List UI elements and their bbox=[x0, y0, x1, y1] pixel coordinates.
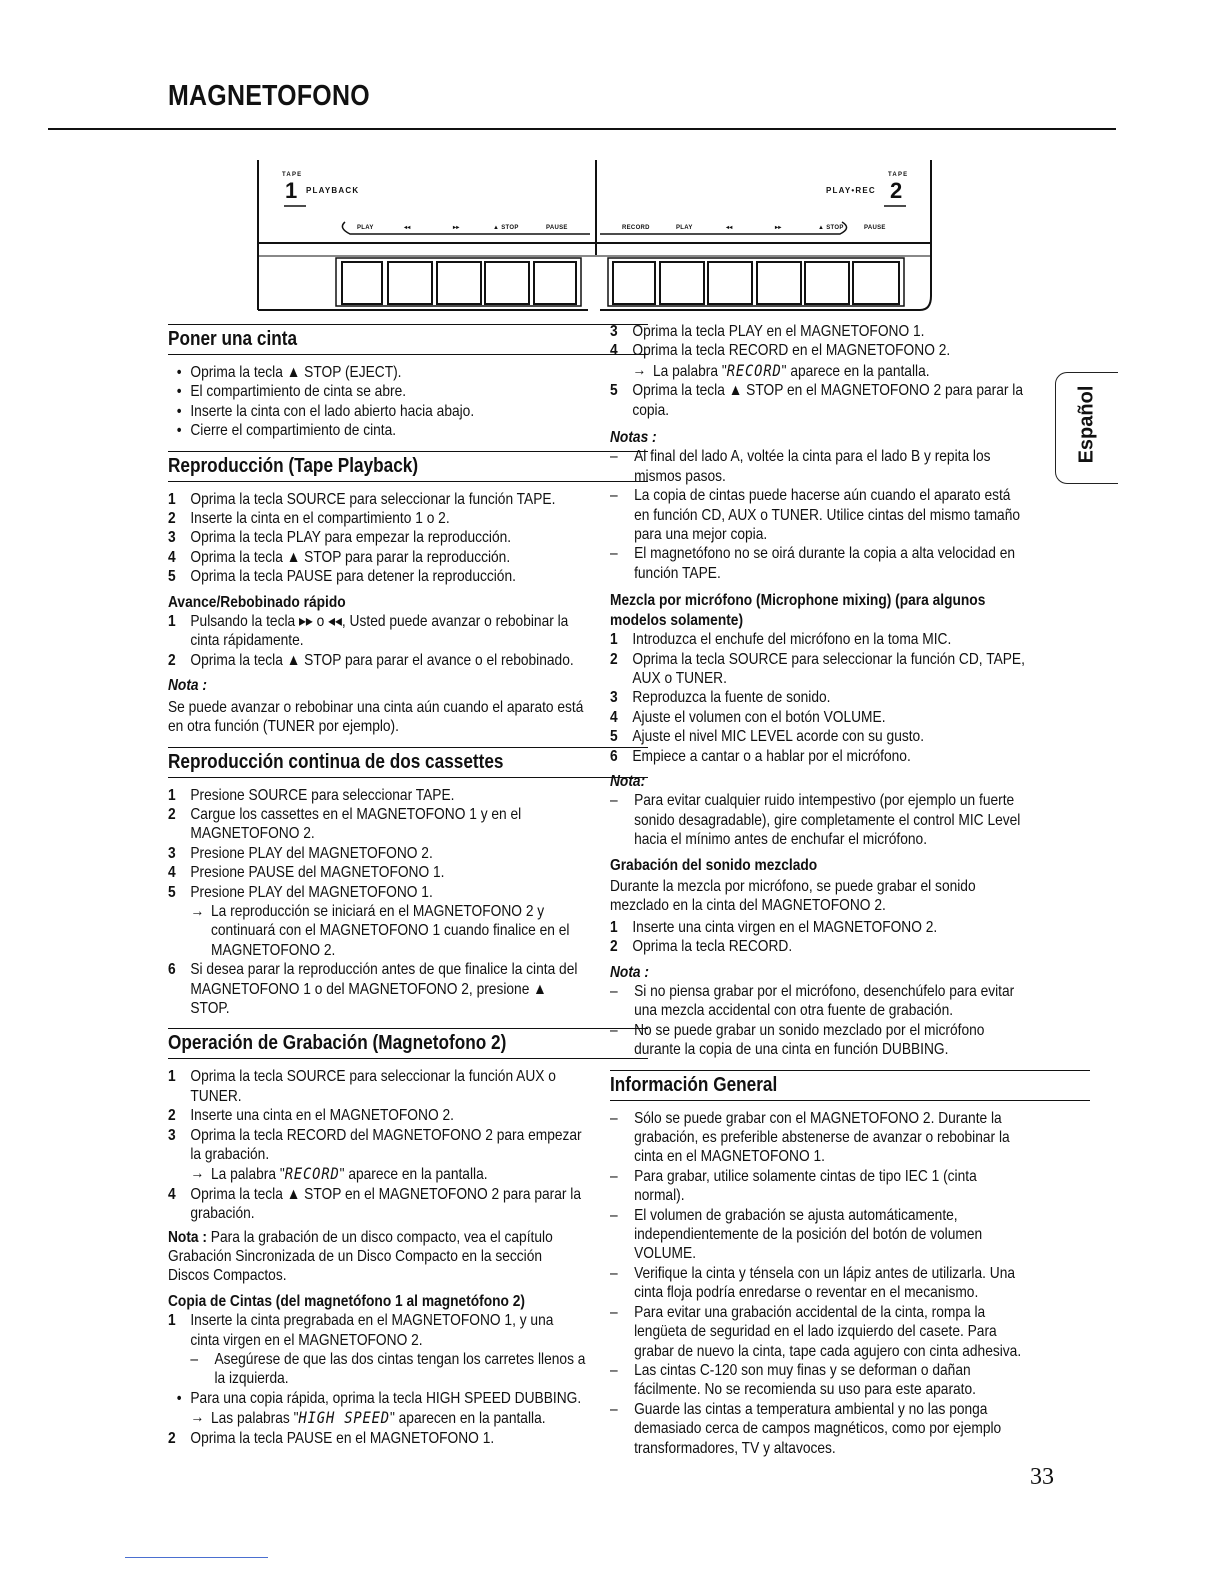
list-item: 2 Oprima la tecla RECORD. bbox=[610, 938, 793, 956]
arrow-note: → La reproducción se iniciará en el MAGNETOFONO 2 y continuará con el MAGNETOFONO 1 cuando finalice en el MAGNETOFONO 2. bbox=[190, 902, 570, 959]
deck1-rewind-button[interactable]: ◂◂ bbox=[404, 225, 411, 231]
section-grabacion-title: Operación de Grabación (Magnetofono 2) bbox=[168, 1028, 648, 1059]
subheading: Copia de Cintas (del magnetófono 1 al magnetófono 2) bbox=[168, 1292, 526, 1310]
paragraph: Durante la mezcla por micrófono, se puede grabar el sonido mezclado en la cinta del MAGNETOFONO 2. bbox=[610, 877, 976, 915]
list-item: 3 Oprima la tecla PLAY para empezar la reproducción. bbox=[168, 529, 512, 547]
list-item: 3 Oprima la tecla RECORD del MAGNETOFONO 2 para empezar la grabación. bbox=[168, 1126, 582, 1163]
list-item: 6 Empiece a cantar o a hablar por el micrófono. bbox=[610, 747, 911, 765]
list-item: – Para evitar cualquier ruido intempestivo (por ejemplo un fuerte sonido desagradable), gire completamente el control MIC Level hacia el mínimo antes de enchufar el micrófono. bbox=[610, 792, 1021, 849]
deck2-rewind-button[interactable]: ◂◂ bbox=[726, 225, 733, 231]
list-item: 1 Oprima la tecla SOURCE para seleccionar la función TAPE. bbox=[168, 490, 556, 508]
list-item: 1 Presione SOURCE para seleccionar TAPE. bbox=[168, 786, 455, 804]
list-item: • Inserte la cinta con el lado abierto hacia abajo. bbox=[176, 402, 475, 420]
list-item: – Para evitar una grabación accidental de la cinta, rompa la lengüeta de seguridad en el lado izquierdo del casete. Para grabar de nuevo la cinta, tape cada agujero con cinta adhesiva. bbox=[610, 1303, 1022, 1360]
list-item: 5 Oprima la tecla ▲ STOP en el MAGNETOFONO 2 para parar la copia. bbox=[610, 382, 1023, 419]
list-item: 1 Inserte la cinta pregrabada en el MAGNETOFONO 1, y una cinta virgen en el MAGNETOFONO 2. bbox=[168, 1312, 554, 1349]
note-label: Nota : bbox=[610, 963, 649, 981]
page-number: 33 bbox=[1030, 1464, 1054, 1490]
list-item: – Para grabar, utilice solamente cintas de tipo IEC 1 (cinta normal). bbox=[610, 1167, 977, 1205]
list-item: – Asegúrese de que las dos cintas tengan los carretes llenos a la izquierda. bbox=[190, 1351, 586, 1388]
list-item: 2 Cargue los cassettes en el MAGNETOFONO 1 y en el MAGNETOFONO 2. bbox=[168, 805, 522, 843]
note-text: Nota : Para la grabación de un disco compacto, vea el capítulo Grabación Sincronizada de un Disco Compacto en la sección Discos Compactos. bbox=[168, 1228, 553, 1285]
list-item: 4 Oprima la tecla ▲ STOP en el MAGNETOFONO 2 para parar la grabación. bbox=[168, 1185, 581, 1223]
list-item: 4 Oprima la tecla ▲ STOP para parar la reproducción. bbox=[168, 548, 511, 566]
left-column bbox=[168, 314, 588, 1448]
deck2-pause-button[interactable]: PAUSE bbox=[864, 225, 886, 231]
deck1-forward-button[interactable]: ▸▸ bbox=[453, 225, 460, 231]
note-label: Nota : bbox=[168, 677, 207, 695]
deck2-forward-button[interactable]: ▸▸ bbox=[775, 225, 782, 231]
list-item: • Oprima la tecla ▲ STOP (EJECT). bbox=[176, 364, 402, 381]
list-item: 1 Inserte una cinta virgen en el MAGNETOFONO 2. bbox=[610, 918, 938, 936]
list-item: 5 Ajuste el nivel MIC LEVEL acorde con su gusto. bbox=[610, 728, 925, 746]
list-item: 1 Introduzca el enchufe del micrófono en la toma MIC. bbox=[610, 631, 952, 649]
list-item: – Sólo se puede grabar con el MAGNETOFONO 2. Durante la grabación, es preferible abstenerse de avanzar o rebobinar la cinta en el MAGNETOFONO 1. bbox=[610, 1109, 1010, 1166]
arrow-note: → La palabra "RECORD" aparece en la pantalla. bbox=[190, 1164, 488, 1184]
note-text: Se puede avanzar o rebobinar una cinta aún cuando el aparato está en otra función (TUNER por ejemplo). bbox=[168, 698, 584, 736]
arrow-note: → Las palabras "HIGH SPEED" aparecen en la pantalla. bbox=[190, 1408, 546, 1428]
list-item: 4 Oprima la tecla RECORD en el MAGNETOFONO 2. bbox=[610, 342, 951, 360]
footer-rule bbox=[125, 1557, 268, 1558]
tape2-label: TAPE bbox=[888, 172, 909, 178]
list-item: – El volumen de grabación se ajusta automáticamente, independientemente de la posición del botón de volumen VOLUME. bbox=[610, 1206, 983, 1263]
list-item: 2 Inserte la cinta en el compartimiento 1 o 2. bbox=[168, 510, 450, 528]
tape-deck-diagram bbox=[0, 0, 1224, 320]
page-title: MAGNETOFONO bbox=[168, 80, 370, 112]
list-item: – Si no piensa grabar por el micrófono, desenchúfelo para evitar una mezcla accidental con otra fuente de grabación. bbox=[610, 983, 1015, 1020]
deck2-record-button[interactable]: RECORD bbox=[622, 225, 650, 231]
tape2-number: 2 bbox=[890, 178, 903, 203]
list-item: 6 Si desea parar la reproducción antes de que finalice la cinta del MAGNETOFONO 1 o del MAGNETOFONO 2, presione ▲ STOP. bbox=[168, 961, 578, 1017]
deck1-play-button[interactable]: PLAY bbox=[357, 225, 374, 231]
tape1-name: PLAYBACK bbox=[306, 186, 360, 195]
list-item: 5 Presione PLAY del MAGNETOFONO 1. bbox=[168, 883, 433, 901]
list-item: 3 Reproduzca la fuente de sonido. bbox=[610, 689, 831, 707]
list-item: • Cierre el compartimiento de cinta. bbox=[176, 422, 397, 440]
note-label: Nota: bbox=[610, 772, 646, 790]
list-item: 3 Oprima la tecla PLAY en el MAGNETOFONO 1. bbox=[610, 323, 925, 340]
section-continua-title: Reproducción continua de dos cassettes bbox=[168, 747, 648, 778]
deck1-pause-button[interactable]: PAUSE bbox=[546, 225, 568, 231]
deck2-stop-button[interactable]: ▲ STOP bbox=[818, 225, 844, 231]
section-poner-title: Poner una cinta bbox=[168, 324, 648, 355]
subheading: Grabación del sonido mezclado bbox=[610, 856, 818, 874]
section-info-title: Información General bbox=[610, 1070, 1090, 1101]
tape1-label: TAPE bbox=[282, 172, 303, 178]
list-item: 1 Oprima la tecla SOURCE para seleccionar la función AUX o TUNER. bbox=[168, 1068, 556, 1105]
list-item: • El compartimiento de cinta se abre. bbox=[176, 383, 407, 401]
list-item: – La copia de cintas puede hacerse aún cuando el aparato está en función CD, AUX o TUNER. Utilice cintas del mismo tamaño para una mejor copia. bbox=[610, 487, 1021, 544]
list-item: 4 Ajuste el volumen con el botón VOLUME. bbox=[610, 708, 886, 726]
arrow-note: → La palabra "RECORD" aparece en la pantalla. bbox=[632, 360, 930, 380]
list-item: 5 Oprima la tecla PAUSE para detener la reproducción. bbox=[168, 568, 516, 586]
section-reproduccion-title: Reproducción (Tape Playback) bbox=[168, 451, 648, 482]
list-item: 4 Presione PAUSE del MAGNETOFONO 1. bbox=[168, 864, 445, 882]
list-item: – El magnetófono no se oirá durante la copia a alta velocidad en función TAPE. bbox=[610, 545, 1016, 582]
list-item: 2 Oprima la tecla PAUSE en el MAGNETOFONO 1. bbox=[168, 1429, 495, 1447]
list-item: 1 Pulsando la tecla ▸▸ o ◂◂, Usted puede avanzar o rebobinar la cinta rápidamente. bbox=[168, 613, 569, 650]
note-label: Notas : bbox=[610, 429, 657, 447]
list-item: – Al final del lado A, voltée la cinta para el lado B y repita los mismos pasos. bbox=[610, 448, 991, 485]
deck-outline bbox=[0, 0, 1224, 320]
list-item: – Las cintas C-120 son muy finas y se deforman o dañan fácilmente. No se recomienda su uso para este aparato. bbox=[610, 1361, 976, 1399]
tape1-number: 1 bbox=[285, 178, 298, 203]
list-item: • Para una copia rápida, oprima la tecla HIGH SPEED DUBBING. bbox=[176, 1389, 582, 1407]
deck1-stop-button[interactable]: ▲ STOP bbox=[493, 225, 519, 231]
right-column bbox=[610, 322, 1030, 1458]
list-item: 2 Oprima la tecla ▲ STOP para parar el avance o el rebobinado. bbox=[168, 651, 574, 669]
list-item: 2 Inserte una cinta en el MAGNETOFONO 2. bbox=[168, 1107, 454, 1125]
list-item: – Guarde las cintas a temperatura ambiental y no las ponga demasiado cerca de campos magnéticos, como por ejemplo transformadores, TV y altavoces. bbox=[610, 1400, 1002, 1457]
list-item: – Verifique la cinta y ténsela con un lápiz antes de utilizarla. Una cinta floja podría enredarse o reventar en el mecanismo. bbox=[610, 1264, 1016, 1302]
tape2-name: PLAY•REC bbox=[826, 186, 876, 195]
subheading: Avance/Rebobinado rápido bbox=[168, 593, 346, 611]
list-item: 3 Presione PLAY del MAGNETOFONO 2. bbox=[168, 844, 433, 862]
deck2-play-button[interactable]: PLAY bbox=[676, 225, 693, 231]
language-tab[interactable]: Español bbox=[1055, 372, 1118, 484]
subheading: Mezcla por micrófono (Microphone mixing) (para algunos modelos solamente) bbox=[610, 592, 986, 629]
list-item: 2 Oprima la tecla SOURCE para seleccionar la función CD, TAPE, AUX o TUNER. bbox=[610, 650, 1025, 687]
list-item: – No se puede grabar un sonido mezclado por el micrófono durante la copia de una cinta en función DUBBING. bbox=[610, 1021, 985, 1059]
